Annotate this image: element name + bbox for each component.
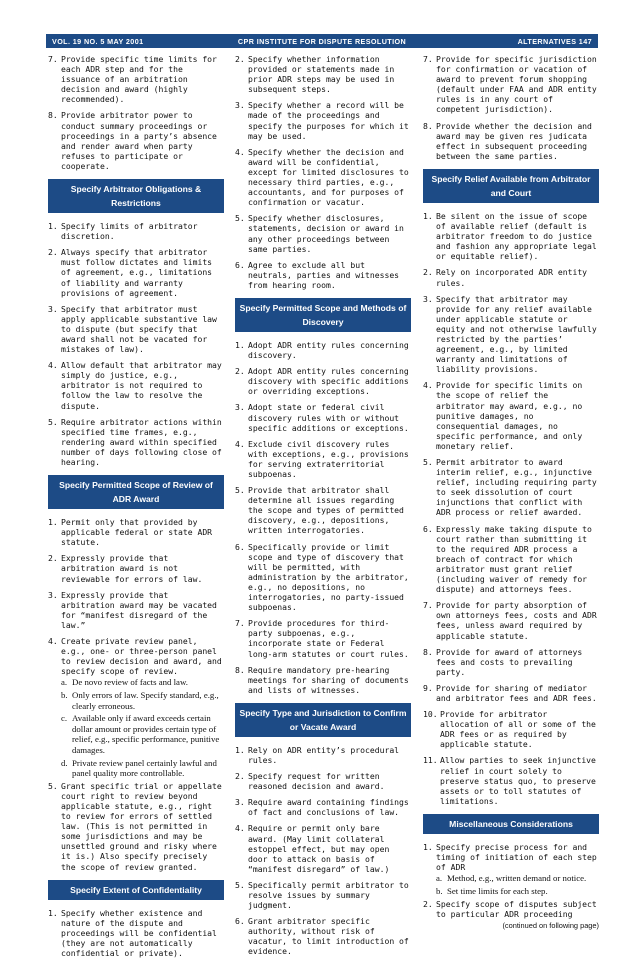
- list-item: 8. Provide whether the decision and award may be given res judicata effect in subsequent proceeding between the same parties.: [423, 120, 592, 161]
- list-item: 5. Specify whether disclosures, statements, decision or award in any other proceedings between same parties.: [235, 213, 404, 254]
- list-item: 1. Rely on ADR entity’s procedural rules.: [235, 744, 400, 765]
- section-heading-confidentiality: Specify Extent of Confidentiality: [48, 880, 224, 900]
- list-item: 9. Provide for sharing of mediator and arbitrator fees and ADR fees.: [423, 682, 597, 703]
- list-item: 4. Require or permit only bare award. (May limit collateral estoppel effect, but may open door to attack on basis of “manifest disregard” of law.): [235, 823, 390, 874]
- list-item: 6. Specifically provide or limit scope and type of discovery that will be permitted, with administration by the arbitrator, e.g., no depositions, no interrogatories, no party-issued subpoenas.: [235, 541, 409, 613]
- section-heading-confirm-vacate: Specify Type and Jurisdiction to Confirm or Vacate Award: [235, 703, 411, 737]
- issue-info: VOL. 19 NO. 5 MAY 2001: [52, 36, 144, 46]
- list-item: 4. Allow default that arbitrator may simply do justice, e.g., arbitrator is not required to follow the law to resolve the dispute.: [48, 360, 222, 411]
- list-item: 1. Specify precise process for and timing of initiation of each step of ADR a. Method, e.g., written demand or notice. b. Set time limits for each step.: [423, 842, 599, 896]
- list-item: 3. Specify whether a record will be made of the proceedings and specify the purposes for which it may be used.: [235, 100, 409, 141]
- section-heading-discovery: Specify Permitted Scope and Methods of Discovery: [235, 298, 411, 332]
- list-item: 4. Provide for specific limits on the scope of relief the arbitrator may award, e.g., no punitive damages, no consequential damages, no specific performance, and only monetary relief.: [423, 380, 583, 451]
- list-item: 1. Adopt ADR entity rules concerning discovery.: [235, 339, 409, 361]
- list-item: 1. Permit only that provided by applicable federal or state ADR statute.: [48, 517, 213, 548]
- list-item: 5. Provide that arbitrator shall determine all issues regarding the scope and types of permitted discovery, e.g., depositions, written interrogatories.: [235, 485, 404, 536]
- column-3: [423, 54, 599, 930]
- sub-item: d. Private review panel certainly lawful and panel quality more controllable.: [61, 757, 217, 779]
- list-item: 2. Always specify that arbitrator must follow dictates and limits of agreement, e.g., limitations of liability and warranty provisions of agreement.: [48, 247, 213, 298]
- column-1: [48, 54, 224, 964]
- sub-item: c. Available only if award exceeds certain dollar amount or provides certain type of relief, e.g., specific performance, punitive damages.: [61, 713, 220, 755]
- list-item: 8. Provide arbitrator power to conduct summary proceedings or proceedings in a party’s absence and render award when party refuses to participate or cooperate.: [48, 110, 217, 171]
- sub-item: b. Only errors of law. Specify standard, e.g., clearly erroneous.: [61, 690, 219, 711]
- list-item: 4. Specify whether the decision and award will be confidential, except for limited disclosures to necessary third parties, e.g., accountants, and for purposes of confirmation or vacatur.: [235, 146, 409, 208]
- sub-item: b. Set time limits for each step.: [436, 885, 548, 896]
- list-item: 7. Provide for specific jurisdiction for confirmation or vacation of award to prevent forum shopping (default under FAA and ADR entity rules is in any court of competent jurisdiction).: [423, 54, 597, 115]
- list-item: 6. Grant arbitrator specific authority, without risk of vacatur, to limit introduction of evidence.: [235, 916, 409, 957]
- section-page-number: ALTERNATIVES 147: [517, 36, 592, 46]
- list-item: 7. Provide procedures for third-party subpoenas, e.g., incorporate state or Federal long-arm statutes or court rules.: [235, 618, 409, 659]
- section-heading-scope-of-review: Specify Permitted Scope of Review of ADR Award: [48, 475, 224, 509]
- column-2: [235, 54, 411, 963]
- publication-name: CPR INSTITUTE FOR DISPUTE RESOLUTION: [237, 36, 407, 46]
- list-item: 5. Permit arbitrator to award interim relief, e.g., injunctive relief, including requiring party to seek dissolution of court injunctions that conflict with ADR process or relief awarded.: [423, 457, 597, 518]
- list-item: 8. Provide for award of attorneys fees and costs to prevailing party.: [423, 646, 583, 677]
- list-item: 1. Be silent on the issue of scope of available relief (default is arbitrator freedom to do justice and fashion any appropriate legal or equitable relief).: [423, 210, 597, 262]
- list-item: 3. Adopt state or federal civil discovery rules with or without specific additions or exceptions.: [235, 402, 409, 433]
- list-item: 3. Require award containing findings of fact and conclusions of law.: [235, 797, 409, 818]
- list-item: 4. Exclude civil discovery rules with exceptions, e.g., provisions for serving extraterritorial subpoenas.: [235, 438, 409, 479]
- list-item: 5. Require arbitrator actions within specified time frames, e.g., rendering award within specified number of days following close of hearing.: [48, 416, 222, 467]
- list-item: 5. Specifically permit arbitrator to resolve issues by summary judgment.: [235, 879, 409, 911]
- list-item: 3. Specify that arbitrator must apply applicable substantive law to dispute (but specify that award shall not be vacated for mistakes of law).: [48, 303, 217, 355]
- list-item: 2. Specify scope of disputes subject to particular ADR proceeding: [423, 899, 597, 920]
- list-item: 7. Provide specific time limits for each ADR step and for the issuance of an arbitration decision and award (highly recommended).: [48, 54, 217, 105]
- list-item: 6. Agree to exclude all but neutrals, parties and witnesses from hearing room.: [235, 259, 400, 290]
- list-item: 11. Allow parties to seek injunctive relief in court solely to preserve status quo, to preserve assets or to toll statutes of limitations.: [423, 755, 596, 806]
- sub-item: a. De novo review of facts and law.: [61, 677, 188, 688]
- list-item: 2. Adopt ADR entity rules concerning discovery with specific additions or overriding exceptions.: [235, 366, 409, 397]
- list-item: 2. Rely on incorporated ADR entity rules.: [423, 267, 588, 288]
- list-item: 7. Provide for party absorption of own attorneys fees, costs and ADR fees, unless award required by applicable statute.: [423, 600, 597, 641]
- list-item: 6. Expressly make taking dispute to court rather than submitting it to the required ADR process a breach of contract for which arbitrator must grant relief (including waiver of remedy for dispute) and attorneys fees.: [423, 523, 592, 595]
- running-header: [46, 34, 598, 48]
- continued-note: (continued on following page): [502, 920, 599, 930]
- section-heading-relief: Specify Relief Available from Arbitrator and Court: [423, 169, 599, 203]
- list-item: 1. Specify limits of arbitrator discretion.: [48, 221, 198, 242]
- list-item: 10. Provide for arbitrator allocation of all or some of the ADR fees or as required by applicable statute.: [423, 709, 596, 750]
- list-item: 1. Specify whether existence and nature of the dispute and proceedings will be confidential (they are not automatically confidential or private).: [48, 907, 217, 958]
- sub-item: a. Method, e.g., written demand or notice.: [436, 873, 587, 884]
- section-heading-arbitrator-obligations: Specify Arbitrator Obligations & Restrictions: [48, 179, 224, 213]
- list-item: 3. Expressly provide that arbitration award may be vacated for “manifest disregard of the law.”: [48, 589, 217, 630]
- list-item: 4. Create private review panel, e.g., one- or three-person panel to review decision and award, and specify scope of review. a. De novo review of facts and law. b. Only errors of law. Specify standard, e.g., clearly erroneous. c. Available only if award exceeds certain dollar amount or provides certain type of relief, e.g., specific performance, punitive damages. d. Private review panel certainly lawful and panel quality more controllable.: [48, 636, 224, 779]
- list-item: 2. Expressly provide that arbitration award is not reviewable for errors of law.: [48, 553, 203, 584]
- section-heading-miscellaneous: Miscellaneous Considerations: [423, 814, 599, 834]
- list-item: 8. Require mandatory pre-hearing meetings for sharing of documents and lists of witnesses.: [235, 664, 409, 695]
- list-item: 2. Specify request for written reasoned decision and award.: [235, 771, 385, 792]
- list-item: 5. Grant specific trial or appellate court right to review beyond applicable statute, e.g., right to review for errors of settled law. (This is not permitted in some jurisdictions and may be unsettled ground and risky where it is.) Also specify precisely the scope of review granted.: [48, 780, 222, 872]
- list-item: 3. Specify that arbitrator may provide for any relief available under applicable statute or equity and not otherwise lawfully restricted by the parties’ agreement, e.g., by limited warranty and limitations of liability provisions.: [423, 293, 597, 375]
- list-item: 2. Specify whether information provided or statements made in prior ADR steps may be used in subsequent steps.: [235, 54, 395, 95]
